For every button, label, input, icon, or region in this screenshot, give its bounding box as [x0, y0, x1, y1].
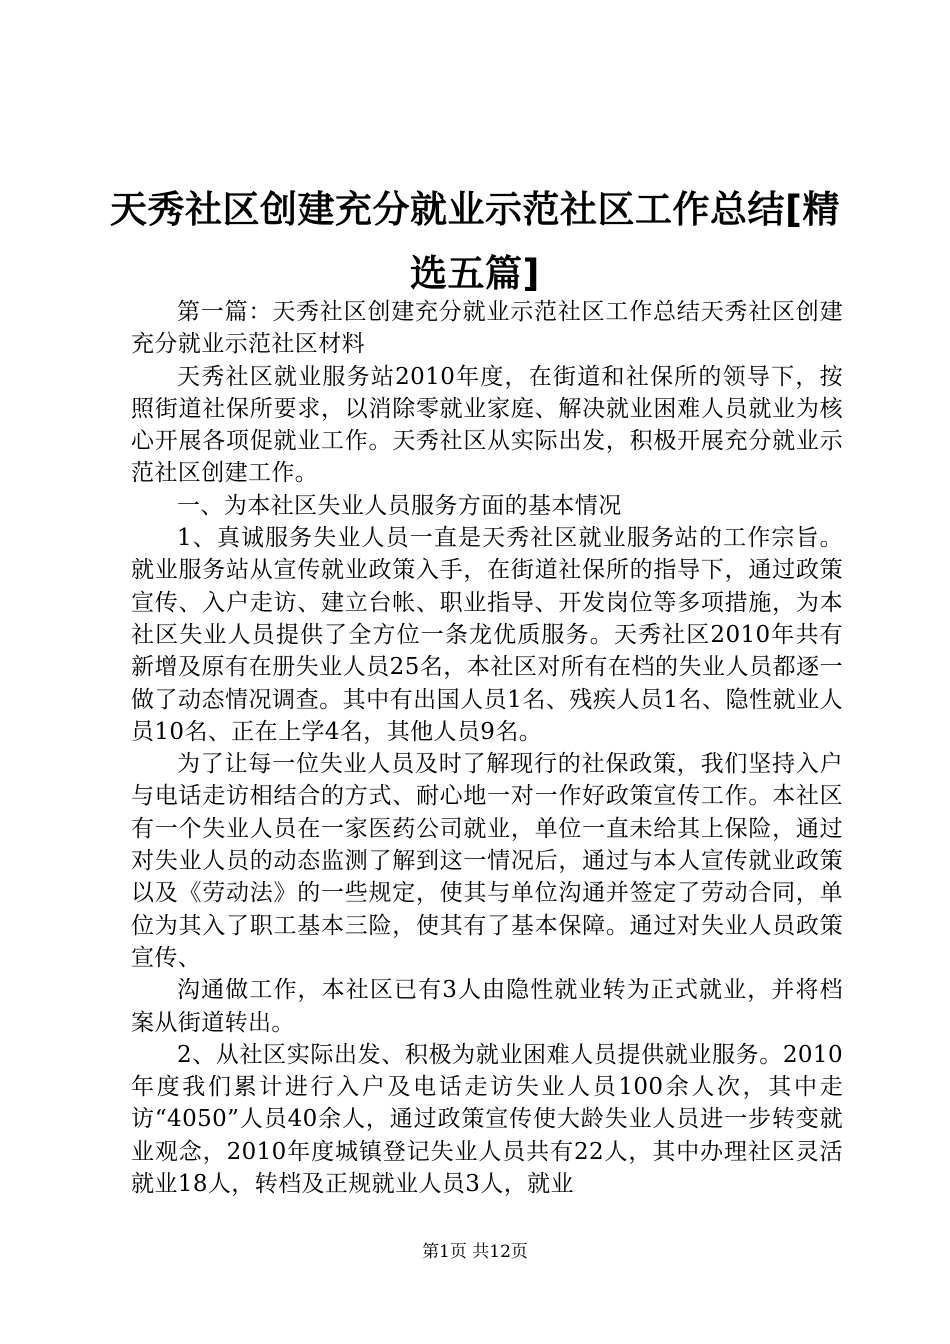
paragraph: 1、真诚服务失业人员一直是天秀社区就业服务站的工作宗旨。就业服务站从宣传就业政策入手，在街道社保所的指导下，通过政策宣传、入户走访、建立台帐、职业指导、开发岗位等多项措施，为本社区失业人员提供了全方位一条龙优质服务。天秀社区2010年共有新增及原有在册失业人员25名，本社区对所有在档的失业人员都逐一做了动态情况调查。其中有出国人员1名、残疾人员1名、隐性就业人员10名、正在上学4名，其他人员9名。	[131, 525, 843, 745]
document-body	[131, 296, 843, 1200]
paragraph: 沟通做工作，本社区已有3人由隐性就业转为正式就业，并将档案从街道转出。	[131, 977, 843, 1036]
paragraph: 为了让每一位失业人员及时了解现行的社保政策，我们坚持入户与电话走访相结合的方式、耐心地一对一作好政策宣传工作。本社区有一个失业人员在一家医药公司就业，单位一直未给其上保险，通过对失业人员的动态监测了解到这一情况后，通过与本人宣传就业政策以及《劳动法》的一些规定，使其与单位沟通并签定了劳动合同，单位为其入了职工基本三险，使其有了基本保障。通过对失业人员政策宣传、	[131, 751, 843, 971]
paragraph: 天秀社区就业服务站2010年度，在街道和社保所的领导下，按照街道社保所要求，以消除零就业家庭、解决就业困难人员就业为核心开展各项促就业工作。天秀社区从实际出发，积极开展充分就业示范社区创建工作。	[131, 363, 843, 487]
section-heading: 一、为本社区失业人员服务方面的基本情况	[177, 492, 622, 519]
document-title: 天秀社区创建充分就业示范社区工作总结[精选五篇]	[110, 188, 840, 295]
paragraph: 第一篇：天秀社区创建充分就业示范社区工作总结天秀社区创建充分就业示范社区材料	[131, 299, 843, 358]
paragraph: 2、从社区实际出发、积极为就业困难人员提供就业服务。2010年度我们累计进行入户及电话走访失业人员100余人次，其中走访“4050”人员40余人，通过政策宣传使大龄失业人员进一步转变就业观念，2010年度城镇登记失业人员共有22人，其中办理社区灵活就业18人，转档及正规就业人员3人，就业	[131, 1041, 843, 1198]
page-number-footer: 第1页 共12页	[422, 1242, 528, 1262]
